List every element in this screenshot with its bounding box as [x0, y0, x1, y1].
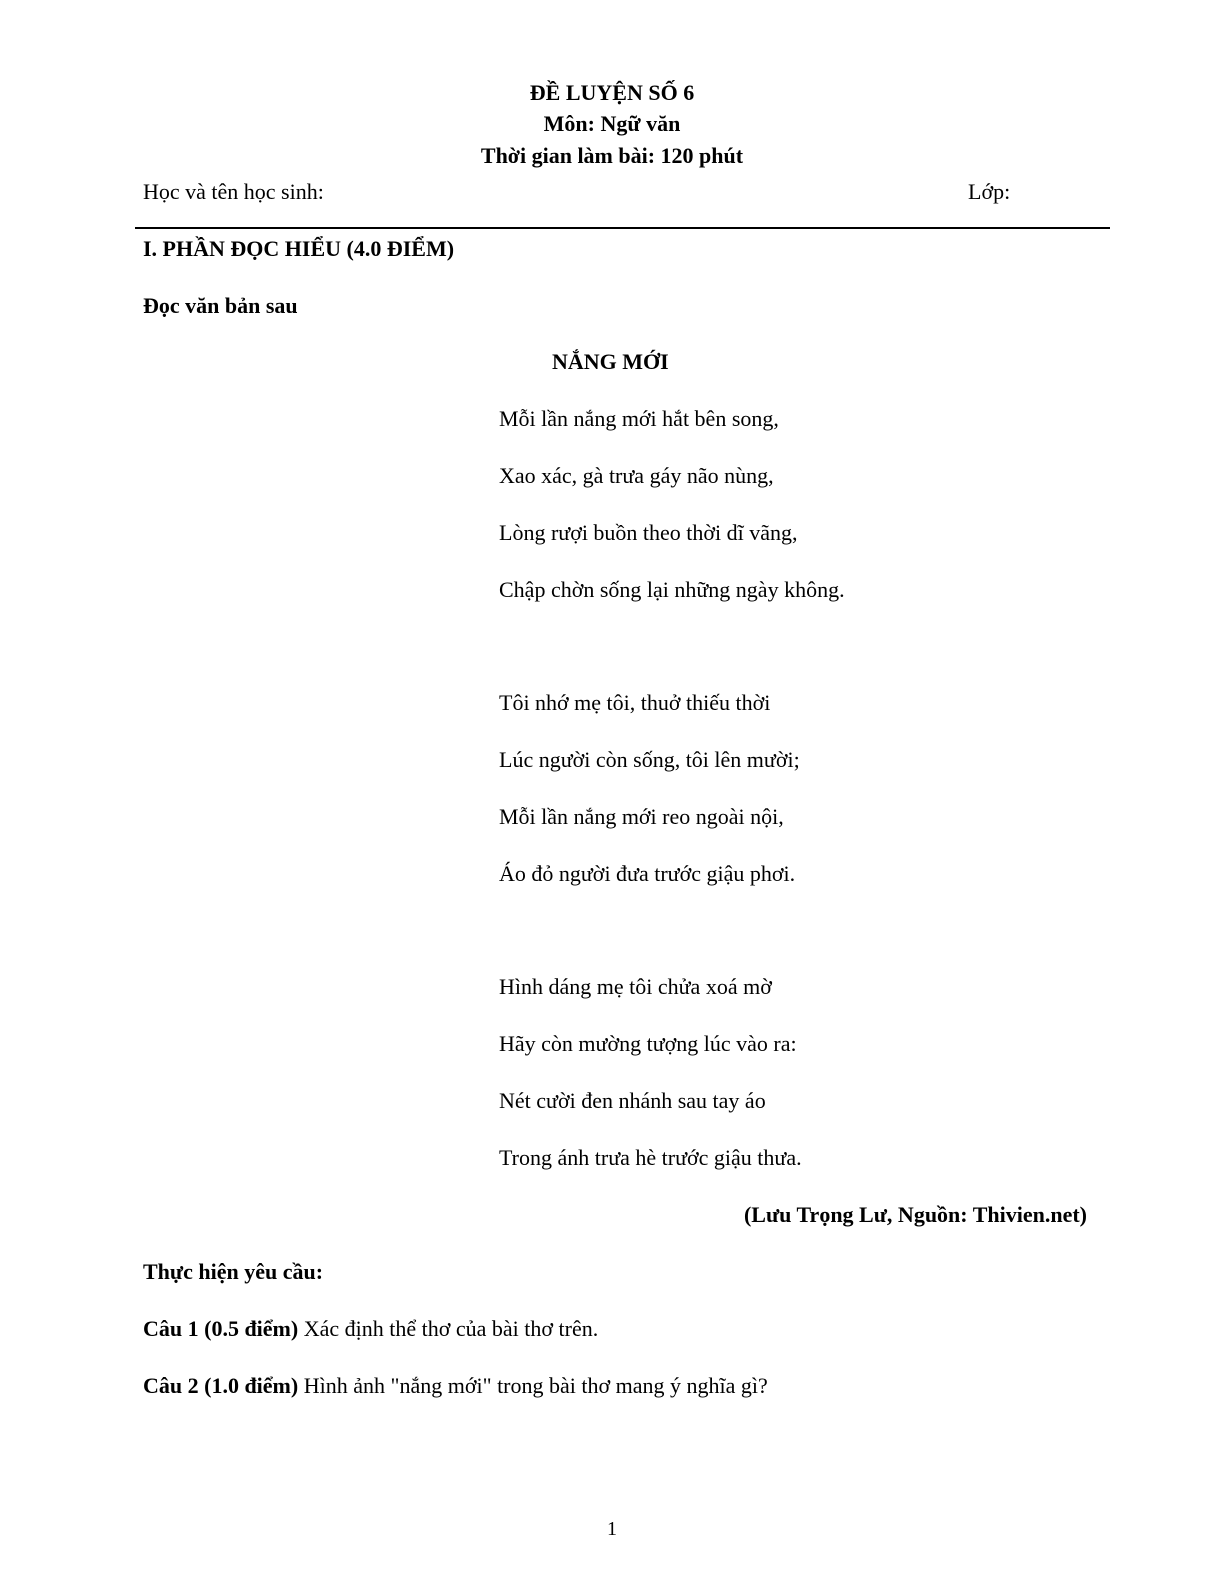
poem-line: Lúc người còn sống, tôi lên mười; [499, 747, 800, 772]
poem-line: Trong ánh trưa hè trước giậu thưa. [499, 1145, 802, 1170]
tasks-heading: Thực hiện yêu cầu: [143, 1259, 324, 1284]
exam-title: ĐỀ LUYỆN SỐ 6 [529, 80, 695, 105]
header-divider [135, 227, 1110, 229]
poem-line: Lòng rượi buồn theo thời dĩ vãng, [499, 520, 798, 545]
exam-time: Thời gian làm bài: 120 phút [480, 143, 744, 168]
student-name-label: Học và tên học sinh: [143, 179, 324, 204]
poem-line: Nét cười đen nhánh sau tay áo [499, 1088, 766, 1113]
question-2 [143, 1373, 768, 1399]
page-number: 1 [607, 1518, 617, 1540]
exam-subject: Môn: Ngữ văn [543, 111, 681, 136]
question-1-label: Câu 1 (0.5 điểm) [143, 1316, 299, 1341]
poem-line: Hình dáng mẹ tôi chửa xoá mờ [499, 974, 772, 999]
question-2-text: Hình ảnh "nắng mới" trong bài thơ mang ý nghĩa gì? [298, 1373, 768, 1398]
poem-title: NẮNG MỚI [552, 349, 669, 374]
question-1 [143, 1316, 598, 1342]
poem-line: Mỗi lần nắng mới reo ngoài nội, [499, 804, 784, 829]
reading-instruction: Đọc văn bản sau [143, 293, 298, 318]
class-label: Lớp: [968, 179, 1011, 204]
poem-line: Xao xác, gà trưa gáy não nùng, [499, 463, 774, 488]
section-heading: I. PHẦN ĐỌC HIỂU (4.0 ĐIỂM) [143, 236, 455, 261]
poem-line: Tôi nhớ mẹ tôi, thuở thiếu thời [499, 690, 771, 715]
question-2-label: Câu 2 (1.0 điểm) [143, 1373, 299, 1398]
poem-line: Mỗi lần nắng mới hắt bên song, [499, 406, 779, 431]
poem-line: Áo đỏ người đưa trước giậu phơi. [499, 861, 796, 886]
question-1-text: Xác định thể thơ của bài thơ trên. [298, 1316, 599, 1341]
poem-line: Hãy còn mường tượng lúc vào ra: [499, 1031, 797, 1056]
poem-source: (Lưu Trọng Lư, Nguồn: Thivien.net) [743, 1202, 1087, 1227]
poem-line: Chập chờn sống lại những ngày không. [499, 577, 845, 602]
